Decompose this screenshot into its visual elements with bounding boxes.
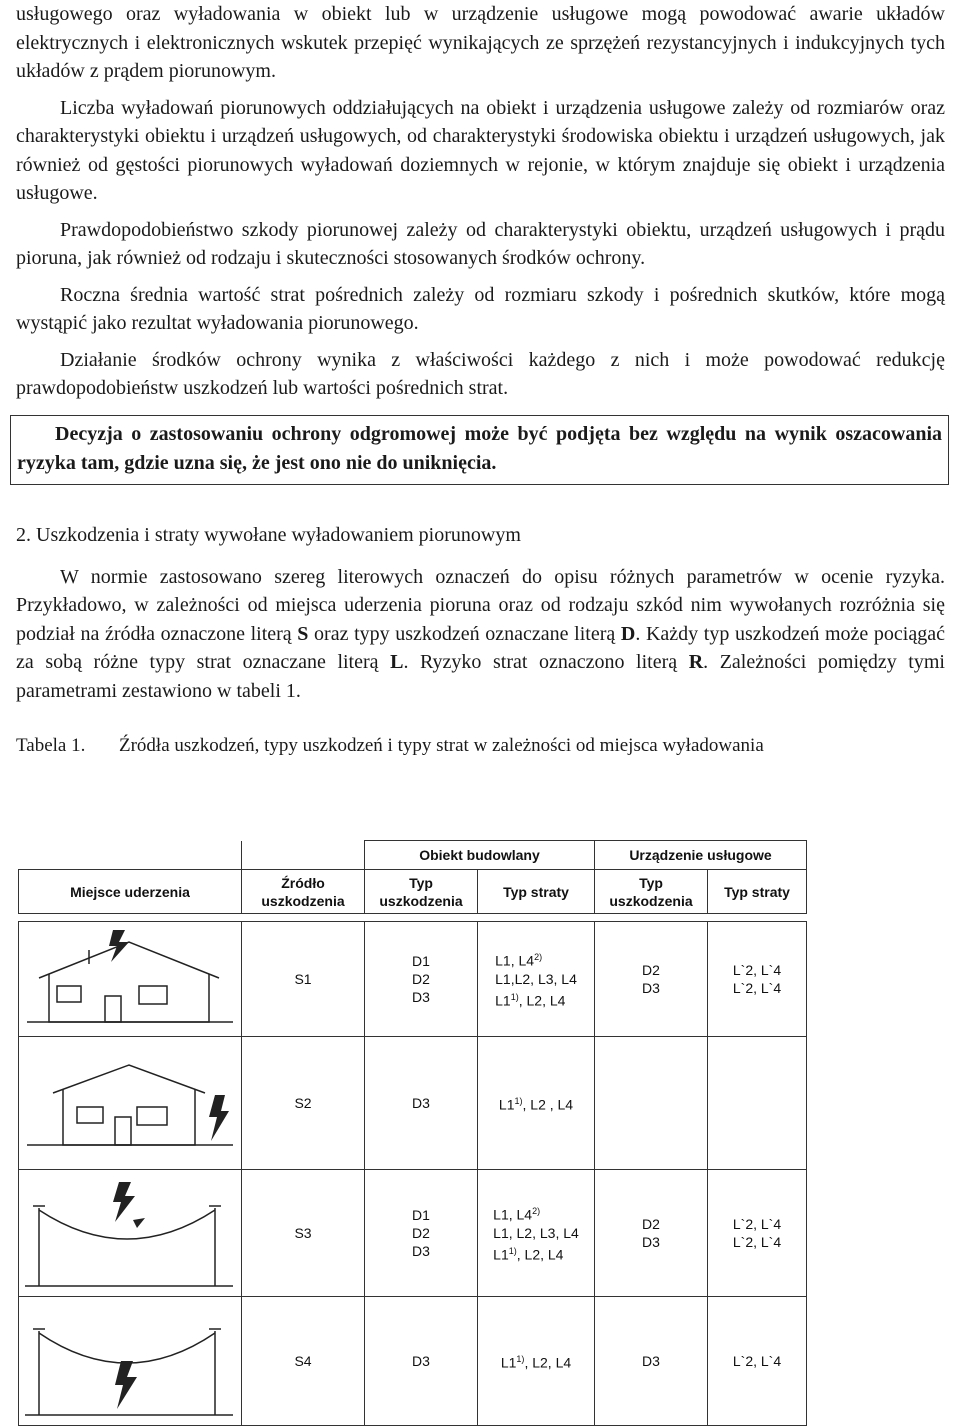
footnote-mark: 2) xyxy=(532,1206,541,1217)
loss-item: , L2, L4 xyxy=(516,1246,564,1263)
col-header-dmg-obj xyxy=(365,870,478,914)
damage-item: D3 xyxy=(412,989,430,1005)
strike-illustration-s1 xyxy=(19,922,242,1037)
loss-item: , L2, L4 xyxy=(524,1354,572,1371)
paragraph: Prawdopodobieństwo szkody piorunowej zależy od charakterystyki obiektu, urządzeń usługowych i prądu pioruna, jak również od rodzaju i skuteczności stosowanych środków ochrony. xyxy=(16,218,945,269)
loss-item: L`2, L`4 xyxy=(732,1216,782,1232)
text-run: . Zależności pomiędzy tymi parametrami zestawiono w tabeli 1. xyxy=(16,651,945,702)
damage-item: D3 xyxy=(642,980,660,996)
damage-item: D1 xyxy=(412,953,430,969)
loss-cell xyxy=(478,922,595,1037)
paragraph: Roczna średnia wartość strat pośrednich zależy od rozmiaru szkody i pośrednich skutków, które mogą wystąpić jako rezultat wyładowania piorunowego. xyxy=(16,283,945,334)
letter-d: D xyxy=(620,622,636,645)
col-header-dmg-svc-text: Typ uszkodzenia xyxy=(609,874,693,909)
source-cell: S4 xyxy=(242,1297,365,1426)
paragraph: usługowego oraz wyładowania w obiekt lub w urządzenie usługowe mogą powodować awarie układów elektrycznych i elektronicznych wskutek przepięć wynikających ze sprzężeń rezystancyjnych i indukcyjnych tych układów z prądem piorunowym. xyxy=(16,3,945,82)
col-header-dmg-svc xyxy=(595,870,708,914)
table-caption xyxy=(16,733,945,759)
loss-item: , L2, L4 xyxy=(518,992,566,1009)
damage-item: D3 xyxy=(412,1243,430,1259)
damage-cell: D3 xyxy=(365,1297,478,1426)
line-nearby-strike-icon xyxy=(19,1297,241,1425)
house-strike-icon xyxy=(19,922,241,1036)
group-header-service: Urządzenie usługowe xyxy=(595,841,807,870)
service-damage-cell xyxy=(595,922,708,1037)
loss-item: , L2 , L4 xyxy=(522,1096,574,1113)
loss-item: L1,L2, L3, L4 xyxy=(495,971,577,987)
group-header-object: Obiekt budowlany xyxy=(365,841,595,870)
source-cell: S1 xyxy=(242,922,365,1037)
text-run: . Każdy typ uszkodzeń może pociągać za sobą różne typy strat oznaczane literą xyxy=(16,622,945,673)
damage-item: D2 xyxy=(642,962,660,978)
caption-label: Tabela 1. xyxy=(16,735,86,756)
table-row xyxy=(19,1170,807,1297)
loss-item: L1 xyxy=(498,1096,515,1113)
col-header-loss-obj: Typ straty xyxy=(478,870,595,914)
letter-s: S xyxy=(297,622,309,645)
loss-cell xyxy=(478,1170,595,1297)
text-run: W normie zastosowano szereg literowych oznaczeń do opisu różnych parametrów w ocenie ryzyka. Przykładowo, w zależności od miejsca uderzenia pioruna oraz od rodzaju szkód nim wywołanych rozróżnia się podział na źródła oznaczone literą xyxy=(16,565,945,645)
col-header-dmg-obj-text: Typ uszkodzenia xyxy=(379,874,463,909)
text-run: oraz typy uszkodzeń oznaczane literą xyxy=(308,622,621,645)
service-loss-cell: L`2, L`4 xyxy=(708,1297,807,1426)
document-page xyxy=(16,0,945,759)
text-run: . Ryzyko strat oznaczono literą xyxy=(403,651,689,673)
col-header-source xyxy=(242,870,365,914)
paragraph: Liczba wyładowań piorunowych oddziałujących na obiekt i urządzenia usługowe zależy od rozmiarów oraz charakterystyki obiektu i urządzeń usługowych, od charakterystyki środowiska obiektu i urządzeń usługowych, jak również od gęstości piorunowych wyładowań doziemnych w rejonie, w którym znajduje się obiekt i urządzenia usługowe. xyxy=(16,96,945,204)
damage-item: D2 xyxy=(412,971,430,987)
col-header-place: Miejsce uderzenia xyxy=(19,870,242,914)
table-row xyxy=(19,1297,807,1426)
loss-item: L1, L4 xyxy=(495,953,535,969)
loss-item: L`2, L`4 xyxy=(732,1234,782,1250)
letter-l: L xyxy=(390,651,404,673)
damage-cell xyxy=(365,922,478,1037)
boxed-note-text: Decyzja o zastosowaniu ochrony odgromowej może być podjęta bez względu na wynik oszacowania ryzyka tam, gdzie uzna się, że jest ono nie do uniknięcia. xyxy=(17,422,942,474)
source-cell: S3 xyxy=(242,1170,365,1297)
footnote-mark: 1) xyxy=(508,1246,517,1256)
service-damage-cell xyxy=(595,1170,708,1297)
letter-r: R xyxy=(688,651,704,673)
col-header-source-text: Źródło uszkodzenia xyxy=(261,874,345,909)
service-loss-cell xyxy=(708,922,807,1037)
damage-item: D2 xyxy=(642,1216,660,1232)
caption-text: Źródła uszkodzeń, typy uszkodzeń i typy strat w zależności od miejsca wyładowania xyxy=(119,735,764,756)
loss-item: L`2, L`4 xyxy=(732,962,782,978)
boxed-note xyxy=(10,415,949,485)
loss-item: L1 xyxy=(493,1246,509,1263)
line-strike-icon xyxy=(19,1170,241,1296)
damage-item: D1 xyxy=(412,1207,430,1223)
loss-cell xyxy=(478,1297,595,1426)
service-loss-cell xyxy=(708,1170,807,1297)
paragraph: Działanie środków ochrony wynika z właściwości każdego z nich i może powodować redukcję prawdopodobieństw uszkodzeń lub wartości pośrednich strat. xyxy=(16,348,945,399)
strike-illustration-s3 xyxy=(19,1170,242,1297)
footnote-mark: 1) xyxy=(516,1354,525,1365)
damage-cell: D3 xyxy=(365,1037,478,1170)
damage-item: D2 xyxy=(412,1225,430,1241)
damage-source-table xyxy=(18,840,807,1426)
loss-item: L1 xyxy=(500,1354,517,1371)
footnote-mark: 1) xyxy=(514,1096,523,1107)
table-row xyxy=(19,1037,807,1170)
service-damage-cell: D3 xyxy=(595,1297,708,1426)
loss-item: L1, L4 xyxy=(493,1207,533,1223)
footnote-mark: 2) xyxy=(534,952,543,963)
service-damage-cell xyxy=(595,1037,708,1170)
damage-cell xyxy=(365,1170,478,1297)
source-cell: S2 xyxy=(242,1037,365,1170)
strike-illustration-s4 xyxy=(19,1297,242,1426)
loss-item: L`2, L`4 xyxy=(732,980,782,996)
damage-item: D3 xyxy=(642,1234,660,1250)
col-header-loss-svc: Typ straty xyxy=(708,870,807,914)
strike-illustration-s2 xyxy=(19,1037,242,1170)
loss-item: L1 xyxy=(495,992,511,1009)
loss-cell xyxy=(478,1037,595,1170)
footnote-mark: 1) xyxy=(510,992,519,1002)
table-row xyxy=(19,922,807,1037)
loss-item: L1, L2, L3, L4 xyxy=(493,1225,579,1241)
service-loss-cell xyxy=(708,1037,807,1170)
house-nearby-strike-icon xyxy=(19,1037,241,1169)
section-paragraph xyxy=(16,563,945,706)
section-heading: 2. Uszkodzenia i straty wywołane wyładowaniem piorunowym xyxy=(16,523,521,546)
